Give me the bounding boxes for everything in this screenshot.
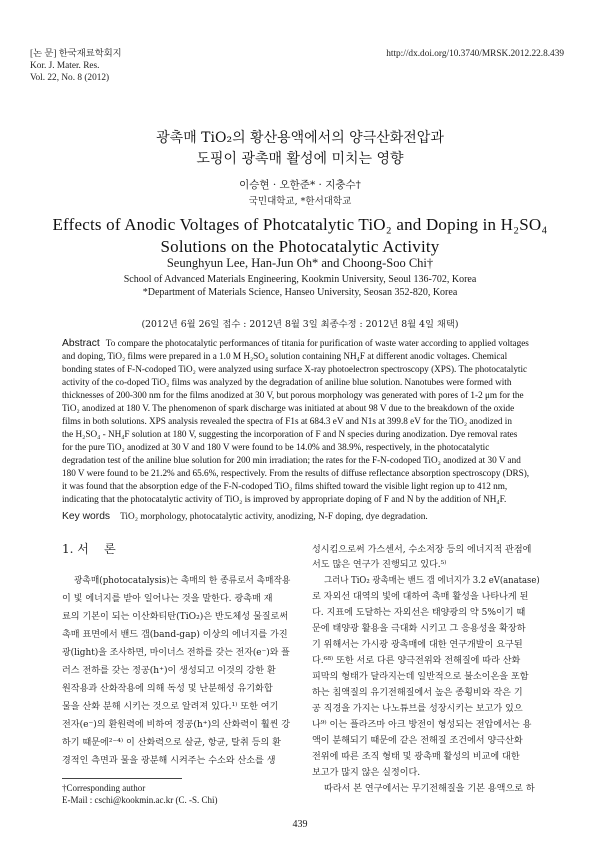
- title-korean-line2: 도핑이 광촉매 활성에 미치는 영향: [196, 151, 404, 167]
- abstract-line: it was found that the absorption edge of the F-N-codoped TiO₂ films shifted toward the visible light region up to 412 nm,: [62, 481, 508, 491]
- journal-volume: Vol. 22, No. 8 (2012): [30, 73, 110, 83]
- title-korean-line1: 광촉매 TiO₂의 황산용액에서의 양극산화전압과: [156, 130, 444, 146]
- body-line: 촉매 표면에서 밴드 갭(band-gap) 이상의 에너지를 가진: [62, 630, 288, 640]
- affiliation-english-2: *Department of Materials Science, Hanseo University, Seosan 352-820, Korea: [142, 287, 458, 298]
- body-line: 전위에 따른 조직 형태 및 광촉매 활성의 비교에 대한: [312, 752, 520, 762]
- body-line: 료의 기본이 되는 이산화티탄(TiO₂)은 반도체성 물질로써: [62, 612, 289, 622]
- body-line: 성시킴으로써 가스센서, 수소저장 등의 에너지적 관점에: [312, 545, 532, 555]
- body-line: 광촉매(photocatalysis)는 촉매의 한 종류로서 촉매작용: [74, 576, 291, 586]
- body-line: 그러나 TiO₂ 광촉매는 밴드 갭 에너지가 3.2 eV(anatase): [324, 576, 540, 586]
- authors-english: Seunghyun Lee, Han-Jun Oh* and Choong-Soo Chi†: [166, 256, 434, 270]
- body-line: 물을 산화 분해 시키는 것으로 알려져 있다.¹⁾ 또한 여기: [62, 702, 279, 712]
- doi-link[interactable]: http://dx.doi.org/10.3740/MRSK.2012.22.8.439: [386, 49, 564, 59]
- body-line: 보고가 많지 않은 실정이다.: [312, 768, 421, 778]
- affiliation-english-1: School of Advanced Materials Engineering, Kookmin University, Seoul 136-702, Korea: [123, 274, 477, 285]
- footnote-divider: [62, 778, 182, 779]
- body-line: 로 자외선 대역의 빛에 대하여 촉매 활성을 나타나게 된: [312, 592, 529, 602]
- keywords: [62, 511, 428, 522]
- keywords-label: Key words: [62, 511, 111, 522]
- body-line: 공 직경을 가지는 나노튜브를 성장시키는 보고가 있으: [312, 704, 523, 714]
- body-line: 하기 때문에²⁻⁴⁾ 이 산화력으로 살균, 항균, 탈취 등의 환: [62, 738, 281, 748]
- body-line: 따라서 본 연구에서는 무기전해질을 기본 용액으로 하: [324, 784, 535, 794]
- abstract-line: TiO₂ anodized at 180 V. The phenomenon of spark discharge was initiated at about 98 V due to the breakdown of the oxide: [62, 403, 515, 413]
- received-dates: (2012년 6월 26일 접수 : 2012년 8월 3일 최종수정 : 2012년 8월 4일 채택): [141, 319, 459, 330]
- journal-header-eng: Kor. J. Mater. Res.: [30, 61, 100, 71]
- body-line: 하는 침액질의 유기전해질에서 높은 종횡비와 작은 기: [312, 688, 523, 698]
- body-line: 액이 분해되기 때문에 같은 전해질 조건에서 양극산화: [312, 736, 523, 746]
- body-line: 문에 태양광 활용을 극대화 시키고 그 응용성을 확장하: [312, 624, 526, 634]
- abstract-label: Abstract: [62, 338, 100, 349]
- abstract-line: bonding states of F-N-codoped TiO₂ were analyzed using surface X-ray photoelectron spectroscopy (XPS). The photocatalytic: [62, 364, 528, 374]
- affiliation-korean: 국민대학교, *한서대학교: [248, 196, 352, 207]
- abstract-line: films in both solutions. XPS analysis revealed the spectra of F1s at 684.3 eV and N1s at 399.8 eV for the TiO₂ anodized in: [62, 416, 512, 426]
- body-line: 기 위해서는 가시광 광촉매에 대한 연구개발이 요구된: [312, 640, 523, 650]
- footnote-email[interactable]: E-Mail : cschi@kookmin.ac.kr (C. -S. Chi): [62, 795, 218, 805]
- body-line: 전자(e⁻)의 환원력에 비하여 정공(h⁺)의 산화력이 훨씬 강: [62, 720, 291, 730]
- journal-header-kor: [논 문] 한국재료학회지: [30, 49, 122, 59]
- body-line: 다.⁶⁸⁾ 또한 서로 다른 양극전위와 전해질에 따라 산화: [312, 656, 521, 666]
- abstract-line: Abstract To compare the photocatalytic performances of titania for purification of waste water according to applied voltages: [62, 338, 529, 349]
- body-line: 원작용과 산화작용에 의해 독성 및 난분해성 유기화합: [62, 684, 273, 694]
- title-english-line1: Effects of Anodic Voltages of Photcatalytic TiO₂ and Doping in H₂SO₄: [52, 215, 548, 234]
- body-line: 러스 전하를 갖는 정공(h⁺)이 생성되고 이것의 강한 환: [62, 666, 276, 676]
- body-line: 피막의 형태가 달라지는데 일반적으로 불소이온을 포함: [312, 672, 529, 682]
- corresponding-author-note: †Corresponding author: [62, 783, 146, 793]
- body-line: 이 빛 에너지를 받아 일어나는 것을 말한다. 광촉매 재: [62, 594, 273, 604]
- keywords-text: TiO₂ morphology, photocatalytic activity, anodizing, N-F doping, dye degradation.: [120, 512, 428, 522]
- body-line: 광(light)을 조사하면, 마이너스 전하를 갖는 전자(e⁻)와 플: [62, 648, 290, 658]
- body-line: 다. 지표에 도달하는 자외선은 태양광의 약 5%이기 때: [312, 608, 526, 618]
- abstract-line: thicknesses of 200-300 nm for the films anodized at 30 V, but porous morphology was generated with pores of 1-2 μm for the: [62, 390, 524, 400]
- abstract-line: indicating that the photocatalytic activity of TiO₂ is improved by appropriate doping of F and N by the addition of NH₄F.: [62, 494, 507, 504]
- authors-korean: 이승현 · 오한준* · 지충수†: [239, 179, 361, 191]
- abstract-line: for the pure TiO₂ anodized at 30 V and 180 V were found to be 14.0% and 38.9%, respectively, in the photocatalytic: [62, 442, 490, 452]
- body-line: 나⁹⁾ 이는 플라즈마 아크 방전이 형성되는 전압에서는 용: [312, 720, 532, 730]
- body-line: 경적인 측면과 물을 광분해 시켜주는 수소와 산소를 생: [62, 756, 276, 766]
- abstract-line: and doping, TiO₂ films were prepared in a 1.0 M H₂SO₄ solution containing NH₄F at different anodic voltages. Chemical: [62, 351, 508, 361]
- abstract-line: activity of the co-doped TiO₂ films was analyzed by the degradation of aniline blue solution. Nanotubes were formed with: [62, 377, 512, 387]
- abstract-line: degradation test of the aniline blue solution for 200 min irradiation; the rates for the F-N-codoped TiO₂ anodized at 30 V and: [62, 455, 521, 465]
- abstract-line: the H₂SO₄ - NH₄F solution at 180 V, suggesting the incorporation of F and N species during anodization. Dye removal rates: [62, 429, 518, 439]
- body-line: 서도 많은 연구가 진행되고 있다.⁵⁾: [312, 560, 447, 570]
- abstract-line: 180 V were found to be 21.2% and 65.6%, respectively. From the results of diffuse reflectance absorption spectroscopy (DRS),: [62, 468, 530, 478]
- title-english-line2: Solutions on the Photocatalytic Activity: [160, 237, 440, 256]
- section-heading: 1. 서 론: [62, 542, 116, 556]
- page-number: 439: [292, 819, 308, 830]
